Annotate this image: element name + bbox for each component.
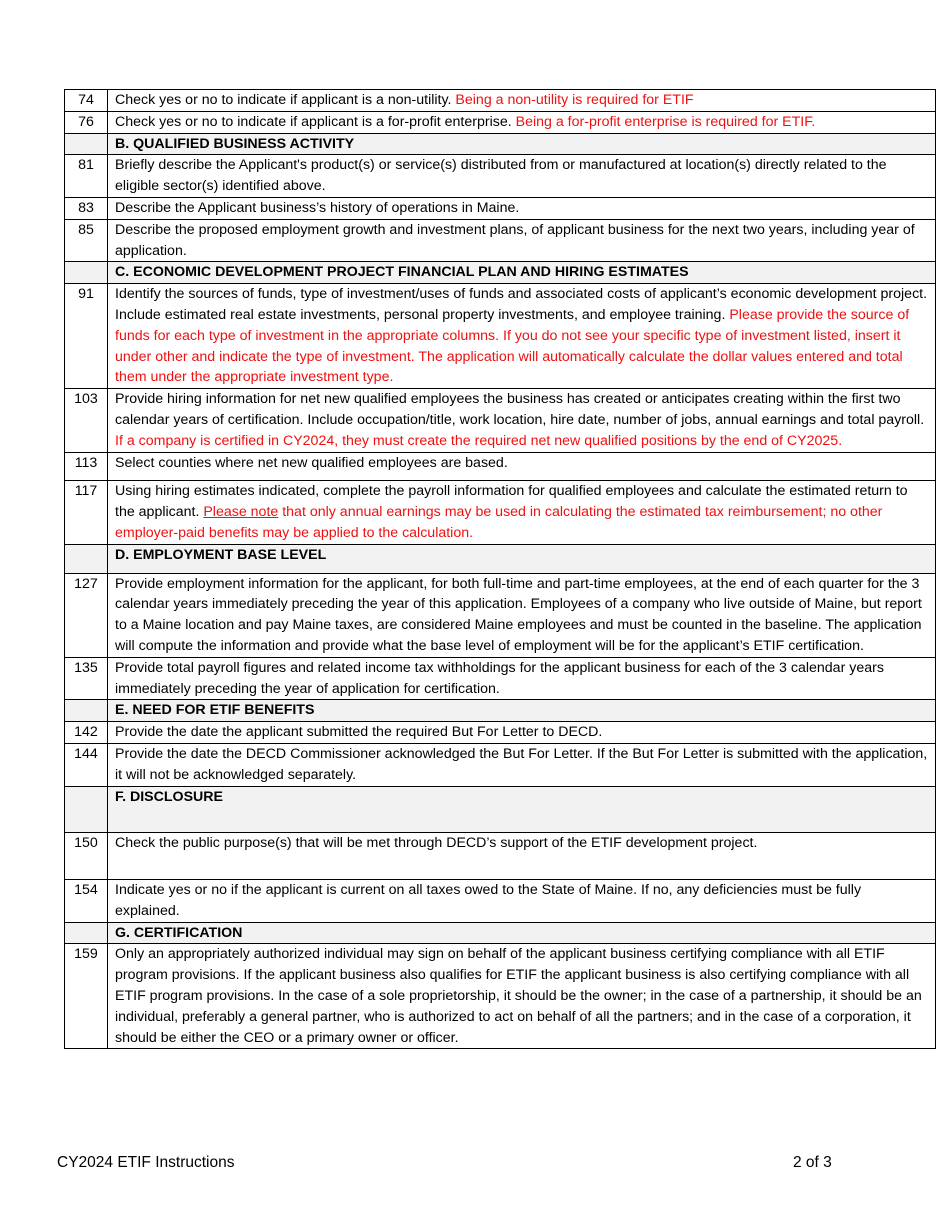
table-row — [65, 722, 936, 744]
section-title — [108, 786, 936, 833]
emphasis-note: Being a non-utility is required for ETIF — [455, 92, 694, 108]
description-text: E. NEED FOR ETIF BENEFITS — [115, 702, 315, 719]
emphasis-note: Please provide the source of funds for each type of investment in the appropriate columns. If you do not see your specific type of investment listed, insert it under other and indicate the type of investment. The application will automatically calculate the dollar values entered and total them under the appropriate investment type. — [115, 306, 910, 386]
description-text: B. QUALIFIED BUSINESS ACTIVITY — [115, 135, 355, 152]
instructions-table-body — [65, 90, 936, 1049]
description-text: Provide hiring information for net new qualified employees the business has created or anticipates creating within the first two calendar years of certification. Include occupation/title, work location, hire date, number of jobs, annual earnings and total payroll. — [115, 391, 925, 428]
table-row — [65, 573, 936, 657]
row-number: 74 — [65, 90, 108, 112]
section-header-row — [65, 133, 936, 155]
section-header-row — [65, 786, 936, 833]
emphasis-note: Please note — [203, 504, 279, 521]
row-number — [65, 133, 108, 155]
description-text: Check the public purpose(s) that will be met through DECD’s support of the ETIF development project. — [115, 835, 758, 852]
row-number: 83 — [65, 197, 108, 219]
row-description — [108, 155, 936, 198]
description-text: Provide employment information for the applicant, for both full-time and part-time employees, at the end of each quarter for the 3 calendar years immediately preceding the year of this application. Employees of a company who live outside of Maine, but report to a Maine location and pay Maine taxes, are considered Maine employees and must be counted in the baseline. The application will compute the information and provide what the base level of employment will be for the applicant’s ETIF certification. — [115, 575, 922, 654]
table-row — [65, 155, 936, 198]
table-row — [65, 452, 936, 481]
row-description — [108, 833, 936, 880]
description-text: Indicate yes or no if the applicant is current on all taxes owed to the State of Maine. If no, any deficiencies must be fully explained. — [115, 882, 862, 919]
row-description — [108, 481, 936, 544]
row-number — [65, 700, 108, 722]
description-text: Only an appropriately authorized individual may sign on behalf of the applicant business certifying compliance with all ETIF program provisions. If the applicant business also qualifies for ETIF the applicant business is also certifying compliance with all ETIF program provisions. In the case of a sole proprietorship, it should be the owner; in the case of a partnership, it should be an individual, preferably a general partner, who is authorized to act on behalf of all the partners; and in the case of a corporation, it should be either the CEO or a primary owner or officer. — [115, 946, 922, 1046]
section-header-row — [65, 544, 936, 573]
description-text: Provide total payroll figures and related income tax withholdings for the applicant business for each of the 3 calendar years immediately preceding the year of application for certification. — [115, 659, 884, 697]
row-number: 150 — [65, 833, 108, 880]
row-description — [108, 389, 936, 452]
row-description — [108, 197, 936, 219]
row-description — [108, 944, 936, 1049]
section-header-row — [65, 922, 936, 944]
table-row — [65, 944, 936, 1049]
instructions-table — [64, 89, 936, 1049]
description-text: Describe the Applicant business’s history of operations in Maine. — [115, 199, 520, 216]
row-number: 159 — [65, 944, 108, 1049]
row-description — [108, 219, 936, 262]
section-title — [108, 544, 936, 573]
footer-title: CY2024 ETIF Instructions — [57, 1154, 235, 1171]
row-number — [65, 544, 108, 573]
emphasis-note: If a company is certified in CY2024, they must create the required net new qualified positions by the end of CY2025. — [115, 432, 843, 449]
table-row — [65, 197, 936, 219]
section-title — [108, 262, 936, 284]
description-text: Describe the proposed employment growth and investment plans, of applicant business for the next two years, including year of application. — [115, 221, 915, 259]
row-number: 142 — [65, 722, 108, 744]
table-row — [65, 833, 936, 880]
row-number: 117 — [65, 481, 108, 544]
description-text: Provide the date the applicant submitted the required But For Letter to DECD. — [115, 724, 603, 741]
description-text: Identify the sources of funds, type of investment/uses of funds and associated costs of applicant’s economic development project. Include estimated real estate investments, personal property investments, and employee training. — [115, 286, 928, 323]
row-number: 154 — [65, 880, 108, 923]
table-row — [65, 743, 936, 786]
section-title — [108, 133, 936, 155]
row-number: 81 — [65, 155, 108, 198]
row-description — [108, 743, 936, 786]
row-description — [108, 880, 936, 923]
row-description — [108, 452, 936, 481]
section-title — [108, 700, 936, 722]
row-number — [65, 786, 108, 833]
table-row — [65, 284, 936, 389]
row-number: 91 — [65, 284, 108, 389]
footer-page-number: 2 of 3 — [793, 1154, 832, 1171]
emphasis-note: that only annual earnings may be used in calculating the estimated tax reimbursement; no other employer-paid benefits may be applied to the calculation. — [115, 504, 883, 541]
description-text: Provide the date the DECD Commissioner acknowledged the But For Letter. If the But For Letter is submitted with the application, it will not be acknowledged separately. — [115, 745, 928, 783]
table-row — [65, 389, 936, 452]
description-text: D. EMPLOYMENT BASE LEVEL — [115, 546, 327, 563]
description-text: Check yes or no to indicate if applicant is a for-profit enterprise. — [115, 113, 516, 130]
description-text: F. DISCLOSURE — [115, 788, 223, 805]
section-header-row — [65, 700, 936, 722]
row-number: 103 — [65, 389, 108, 452]
section-title — [108, 922, 936, 944]
emphasis-note: Being a for-profit enterprise is required for ETIF. — [515, 113, 816, 130]
row-number: 135 — [65, 657, 108, 700]
row-number: 85 — [65, 219, 108, 262]
description-text: Check yes or no to indicate if applicant is a non-utility. — [115, 92, 456, 108]
row-number: 127 — [65, 573, 108, 657]
section-header-row — [65, 262, 936, 284]
row-description — [108, 111, 936, 133]
description-text: C. ECONOMIC DEVELOPMENT PROJECT FINANCIAL PLAN AND HIRING ESTIMATES — [115, 264, 689, 281]
row-description — [108, 657, 936, 700]
row-description — [108, 722, 936, 744]
table-row — [65, 90, 936, 112]
row-description — [108, 90, 936, 112]
table-row — [65, 219, 936, 262]
row-description — [108, 573, 936, 657]
row-number — [65, 922, 108, 944]
row-number: 113 — [65, 452, 108, 481]
description-text: G. CERTIFICATION — [115, 924, 243, 941]
description-text: Using hiring estimates indicated, complete the payroll information for qualified employees and calculate the estimated return to the applicant. — [115, 483, 908, 521]
table-row — [65, 657, 936, 700]
table-row — [65, 880, 936, 923]
row-number — [65, 262, 108, 284]
row-number: 144 — [65, 743, 108, 786]
row-description — [108, 284, 936, 389]
description-text: Briefly describe the Applicant's product(s) or service(s) distributed from or manufactured at location(s) directly related to the eligible sector(s) identified above. — [115, 157, 887, 195]
table-row — [65, 111, 936, 133]
description-text: Select counties where net new qualified employees are based. — [115, 454, 508, 471]
table-row — [65, 481, 936, 544]
row-number: 76 — [65, 111, 108, 133]
